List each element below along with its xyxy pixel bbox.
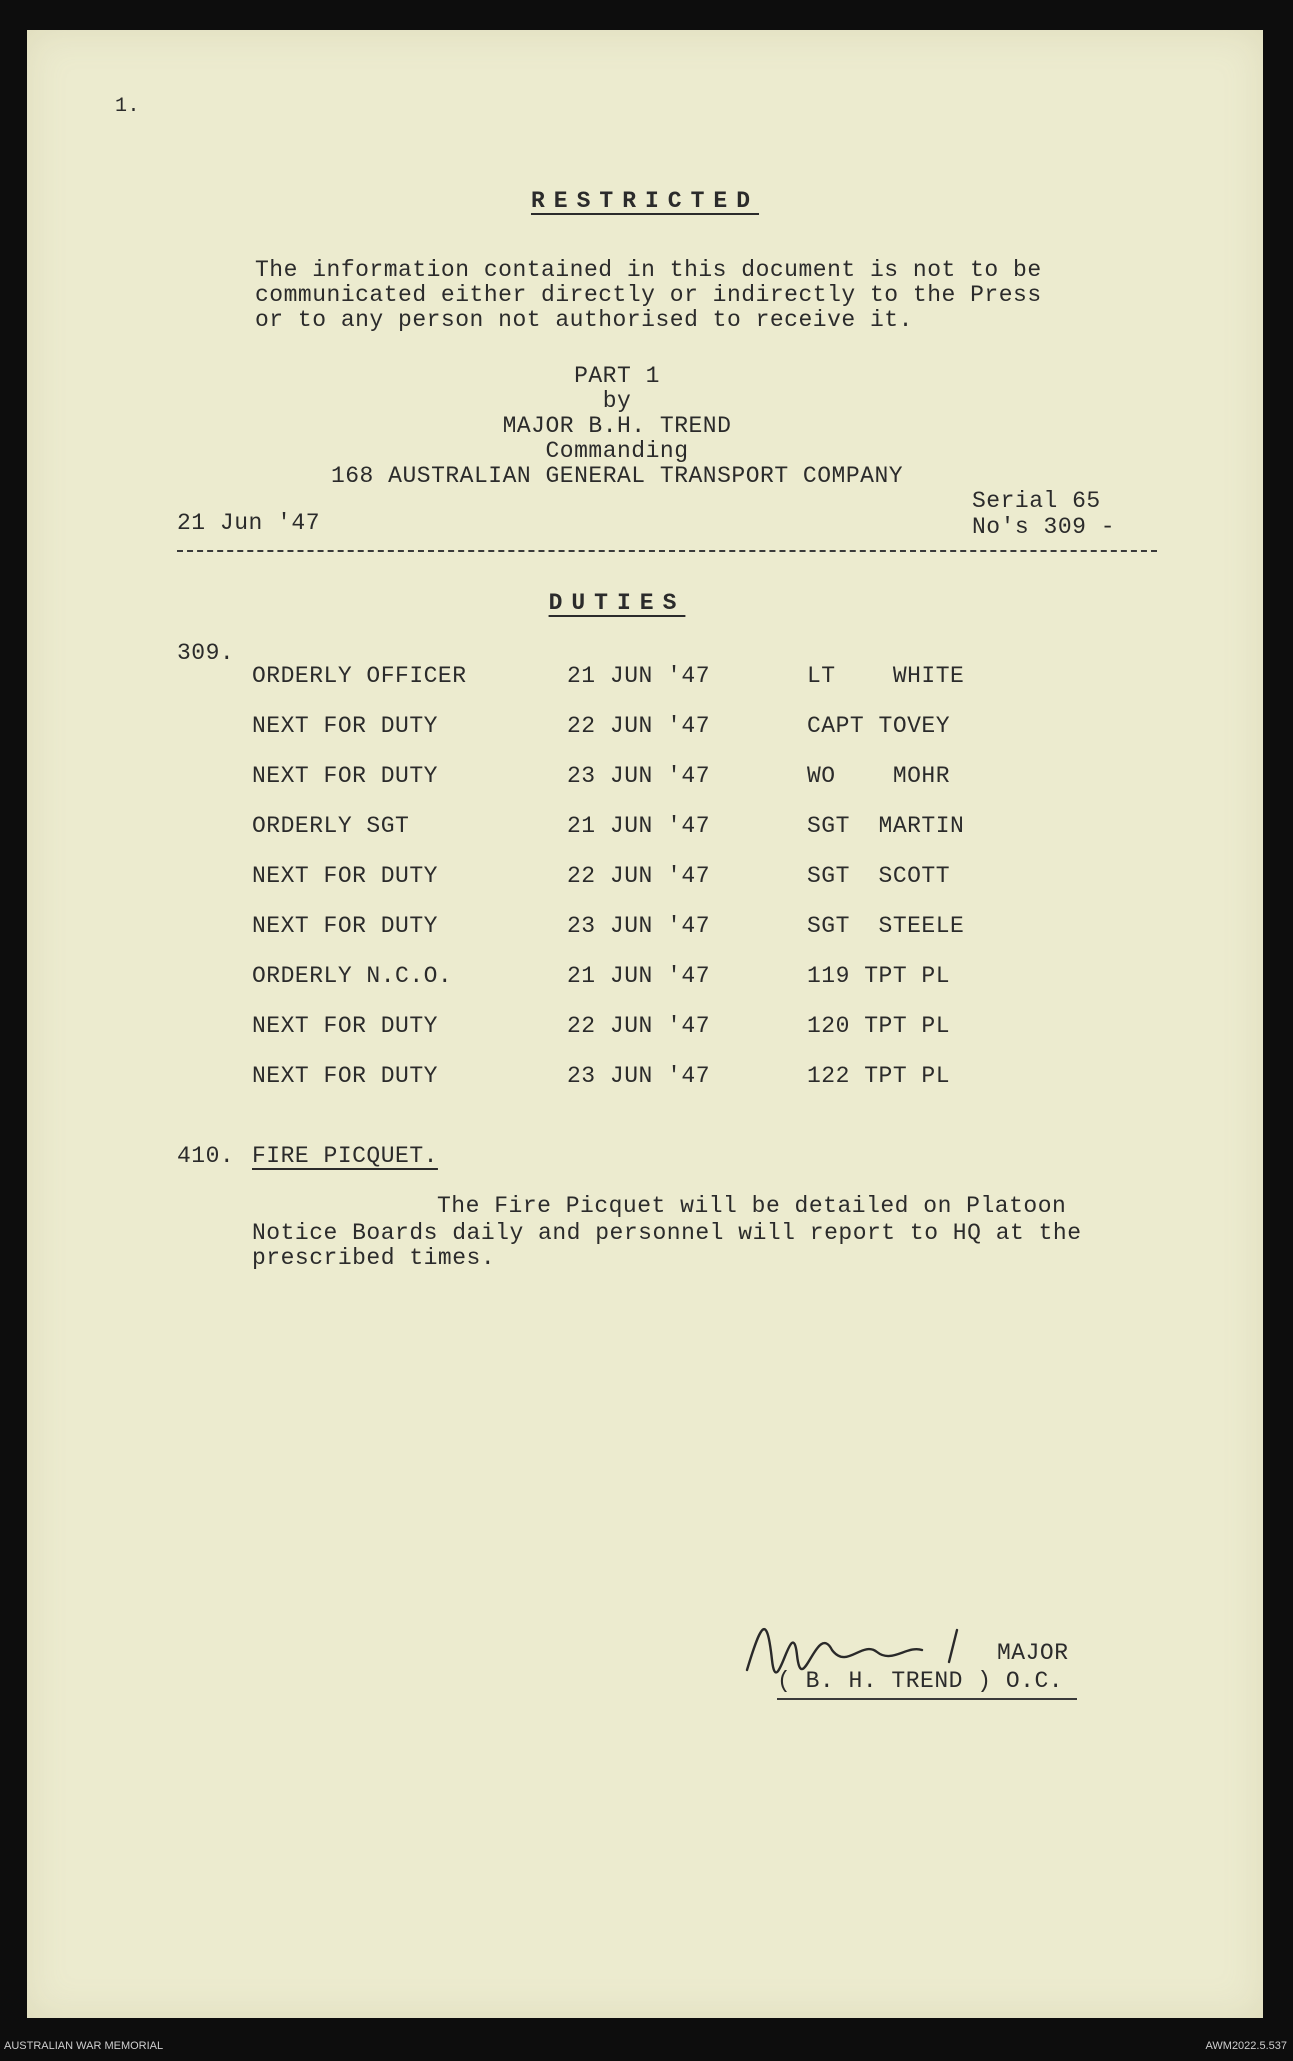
duties-heading: DUTIES bbox=[548, 590, 686, 616]
document-date: 21 Jun '47 bbox=[177, 510, 321, 536]
divider-line bbox=[177, 550, 1157, 552]
unit-name: 168 AUSTRALIAN GENERAL TRANSPORT COMPANY bbox=[330, 463, 904, 489]
duty-date: 21 JUN '47 bbox=[567, 813, 711, 839]
officer-name: MAJOR B.H. TREND bbox=[502, 413, 732, 439]
duty-person: 119 TPT PL bbox=[807, 963, 951, 989]
fire-line-1: The Fire Picquet will be detailed on Platoon bbox=[437, 1193, 1067, 1219]
commanding-label: Commanding bbox=[545, 438, 689, 464]
signature-name: ( B. H. TREND ) O.C. bbox=[777, 1668, 1064, 1694]
duty-role: ORDERLY SGT bbox=[252, 813, 410, 839]
signature-underline bbox=[777, 1698, 1077, 1700]
signature-rank: MAJOR bbox=[997, 1640, 1069, 1666]
table-row bbox=[27, 913, 1263, 947]
table-row bbox=[27, 1013, 1263, 1047]
restricted-heading: RESTRICTED bbox=[530, 188, 760, 214]
duty-person: SGT MARTIN bbox=[807, 813, 965, 839]
duty-role: ORDERLY OFFICER bbox=[252, 663, 467, 689]
duty-date: 22 JUN '47 bbox=[567, 863, 711, 889]
duty-date: 21 JUN '47 bbox=[567, 963, 711, 989]
duties-number: 309. bbox=[177, 640, 235, 666]
duty-date: 23 JUN '47 bbox=[567, 1063, 711, 1089]
duty-date: 23 JUN '47 bbox=[567, 913, 711, 939]
duty-role: NEXT FOR DUTY bbox=[252, 1063, 438, 1089]
table-row bbox=[27, 1063, 1263, 1097]
duty-date: 22 JUN '47 bbox=[567, 1013, 711, 1039]
table-row bbox=[27, 863, 1263, 897]
item-numbers: No's 309 - bbox=[972, 514, 1116, 540]
duty-person: WO MOHR bbox=[807, 763, 951, 789]
duty-person: CAPT TOVEY bbox=[807, 713, 951, 739]
serial-number: Serial 65 bbox=[972, 488, 1101, 514]
duty-date: 23 JUN '47 bbox=[567, 763, 711, 789]
by-label: by bbox=[602, 388, 632, 414]
duty-person: SGT STEELE bbox=[807, 913, 965, 939]
notice-line-3: or to any person not authorised to receive it. bbox=[255, 307, 913, 333]
duty-date: 22 JUN '47 bbox=[567, 713, 711, 739]
footer-right: AWM2022.5.537 bbox=[1205, 2040, 1287, 2052]
table-row bbox=[27, 963, 1263, 997]
duty-role: NEXT FOR DUTY bbox=[252, 713, 438, 739]
table-row bbox=[27, 813, 1263, 847]
fire-line-2: Notice Boards daily and personnel will report to HQ at the bbox=[252, 1220, 1082, 1246]
duty-date: 21 JUN '47 bbox=[567, 663, 711, 689]
table-row bbox=[27, 763, 1263, 797]
fire-heading: FIRE PICQUET. bbox=[252, 1143, 438, 1169]
duty-role: ORDERLY N.C.O. bbox=[252, 963, 453, 989]
table-row bbox=[27, 663, 1263, 697]
fire-number: 410. bbox=[177, 1143, 235, 1169]
duty-person: LT WHITE bbox=[807, 663, 965, 689]
duty-person: 122 TPT PL bbox=[807, 1063, 951, 1089]
corner-mark: 1. bbox=[115, 95, 141, 118]
duty-person: 120 TPT PL bbox=[807, 1013, 951, 1039]
notice-line-1: The information contained in this document is not to be bbox=[255, 257, 1042, 283]
notice-line-2: communicated either directly or indirectly to the Press bbox=[255, 282, 1042, 308]
document-page bbox=[27, 30, 1263, 2018]
part-label: PART 1 bbox=[574, 363, 660, 389]
duty-person: SGT SCOTT bbox=[807, 863, 951, 889]
duty-role: NEXT FOR DUTY bbox=[252, 1013, 438, 1039]
duty-role: NEXT FOR DUTY bbox=[252, 913, 438, 939]
duty-role: NEXT FOR DUTY bbox=[252, 863, 438, 889]
signature-block bbox=[727, 1600, 1127, 1710]
table-row bbox=[27, 713, 1263, 747]
footer-left: AUSTRALIAN WAR MEMORIAL bbox=[4, 2040, 164, 2052]
duty-role: NEXT FOR DUTY bbox=[252, 763, 438, 789]
fire-line-3: prescribed times. bbox=[252, 1245, 496, 1271]
